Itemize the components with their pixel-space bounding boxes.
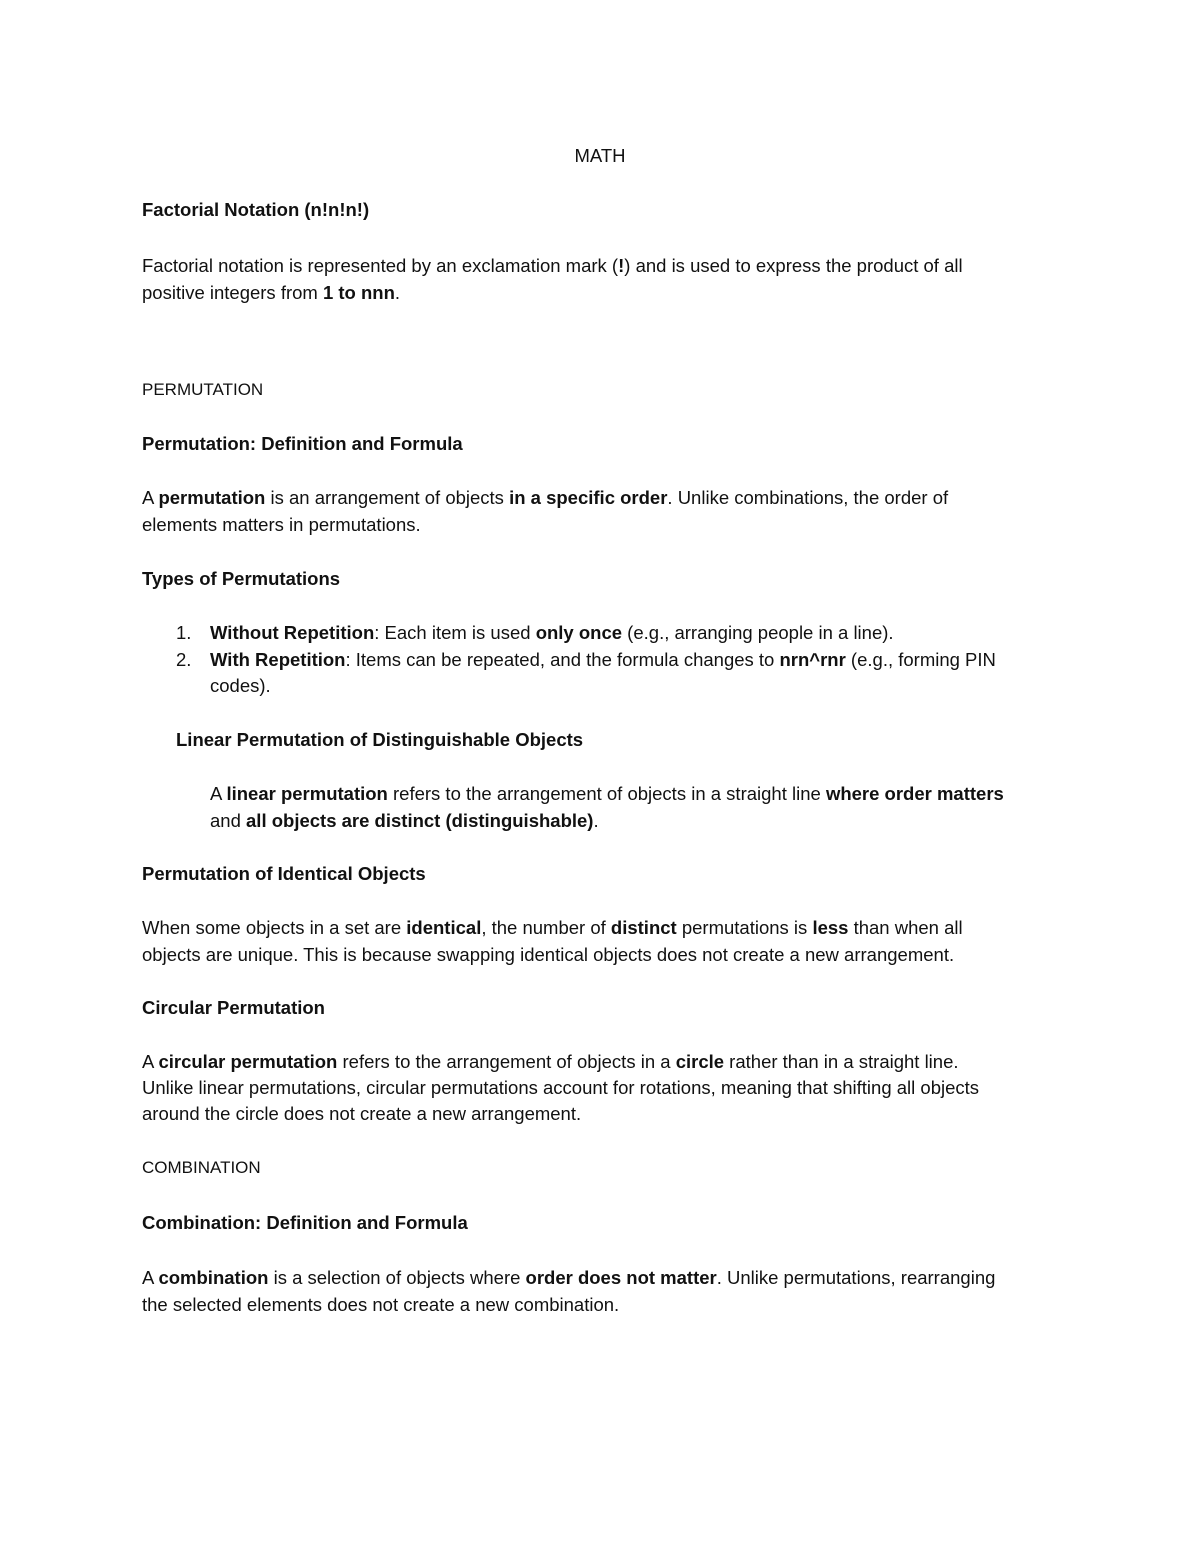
permutation-definition-line-1: A permutation is an arrangement of objects in a specific order. Unlike combinations, the order of	[142, 487, 949, 508]
types-of-permutations-heading: Types of Permutations	[142, 568, 341, 589]
permutation-definition-heading: Permutation: Definition and Formula	[142, 433, 463, 454]
types-list-item-2: 2. With Repetition: Items can be repeated, and the formula changes to nrn^rnr (e.g., forming PIN	[176, 649, 996, 670]
linear-permutation-line-2: and all objects are distinct (distinguishable).	[210, 810, 599, 831]
linear-permutation-line-1: A linear permutation refers to the arrangement of objects in a straight line where order matters	[210, 783, 1004, 804]
identical-objects-line-1: When some objects in a set are identical, the number of distinct permutations is less than when all	[142, 917, 963, 938]
factorial-paragraph-line-1: Factorial notation is represented by an exclamation mark (!) and is used to express the product of all	[142, 255, 963, 276]
linear-permutation-heading: Linear Permutation of Distinguishable Objects	[176, 729, 584, 750]
combination-definition-heading: Combination: Definition and Formula	[142, 1212, 468, 1233]
circular-permutation-line-2: Unlike linear permutations, circular permutations account for rotations, meaning that shifting all objects	[142, 1077, 980, 1098]
circular-permutation-heading: Circular Permutation	[142, 997, 325, 1018]
permutation-definition-line-2: elements matters in permutations.	[142, 514, 421, 535]
circular-permutation-line-3: around the circle does not create a new arrangement.	[142, 1103, 582, 1124]
factorial-paragraph-line-2: positive integers from 1 to nnn.	[142, 282, 401, 303]
combination-section-label: COMBINATION	[142, 1158, 261, 1177]
identical-objects-line-2: objects are unique. This is because swapping identical objects does not create a new arrangement.	[142, 944, 955, 965]
factorial-heading: Factorial Notation (n!n!n!)	[142, 199, 370, 220]
combination-definition-line-1: A combination is a selection of objects where order does not matter. Unlike permutations, rearranging	[142, 1267, 996, 1288]
types-list-item-1: 1. Without Repetition: Each item is used only once (e.g., arranging people in a line).	[176, 622, 894, 643]
identical-objects-heading: Permutation of Identical Objects	[142, 863, 426, 884]
types-list-item-2-continuation: codes).	[210, 675, 271, 696]
permutation-section-label: PERMUTATION	[142, 380, 264, 399]
combination-definition-line-2: the selected elements does not create a new combination.	[142, 1294, 620, 1315]
document-title: MATH	[574, 145, 626, 166]
circular-permutation-line-1: A circular permutation refers to the arrangement of objects in a circle rather than in a straight line.	[142, 1051, 959, 1072]
